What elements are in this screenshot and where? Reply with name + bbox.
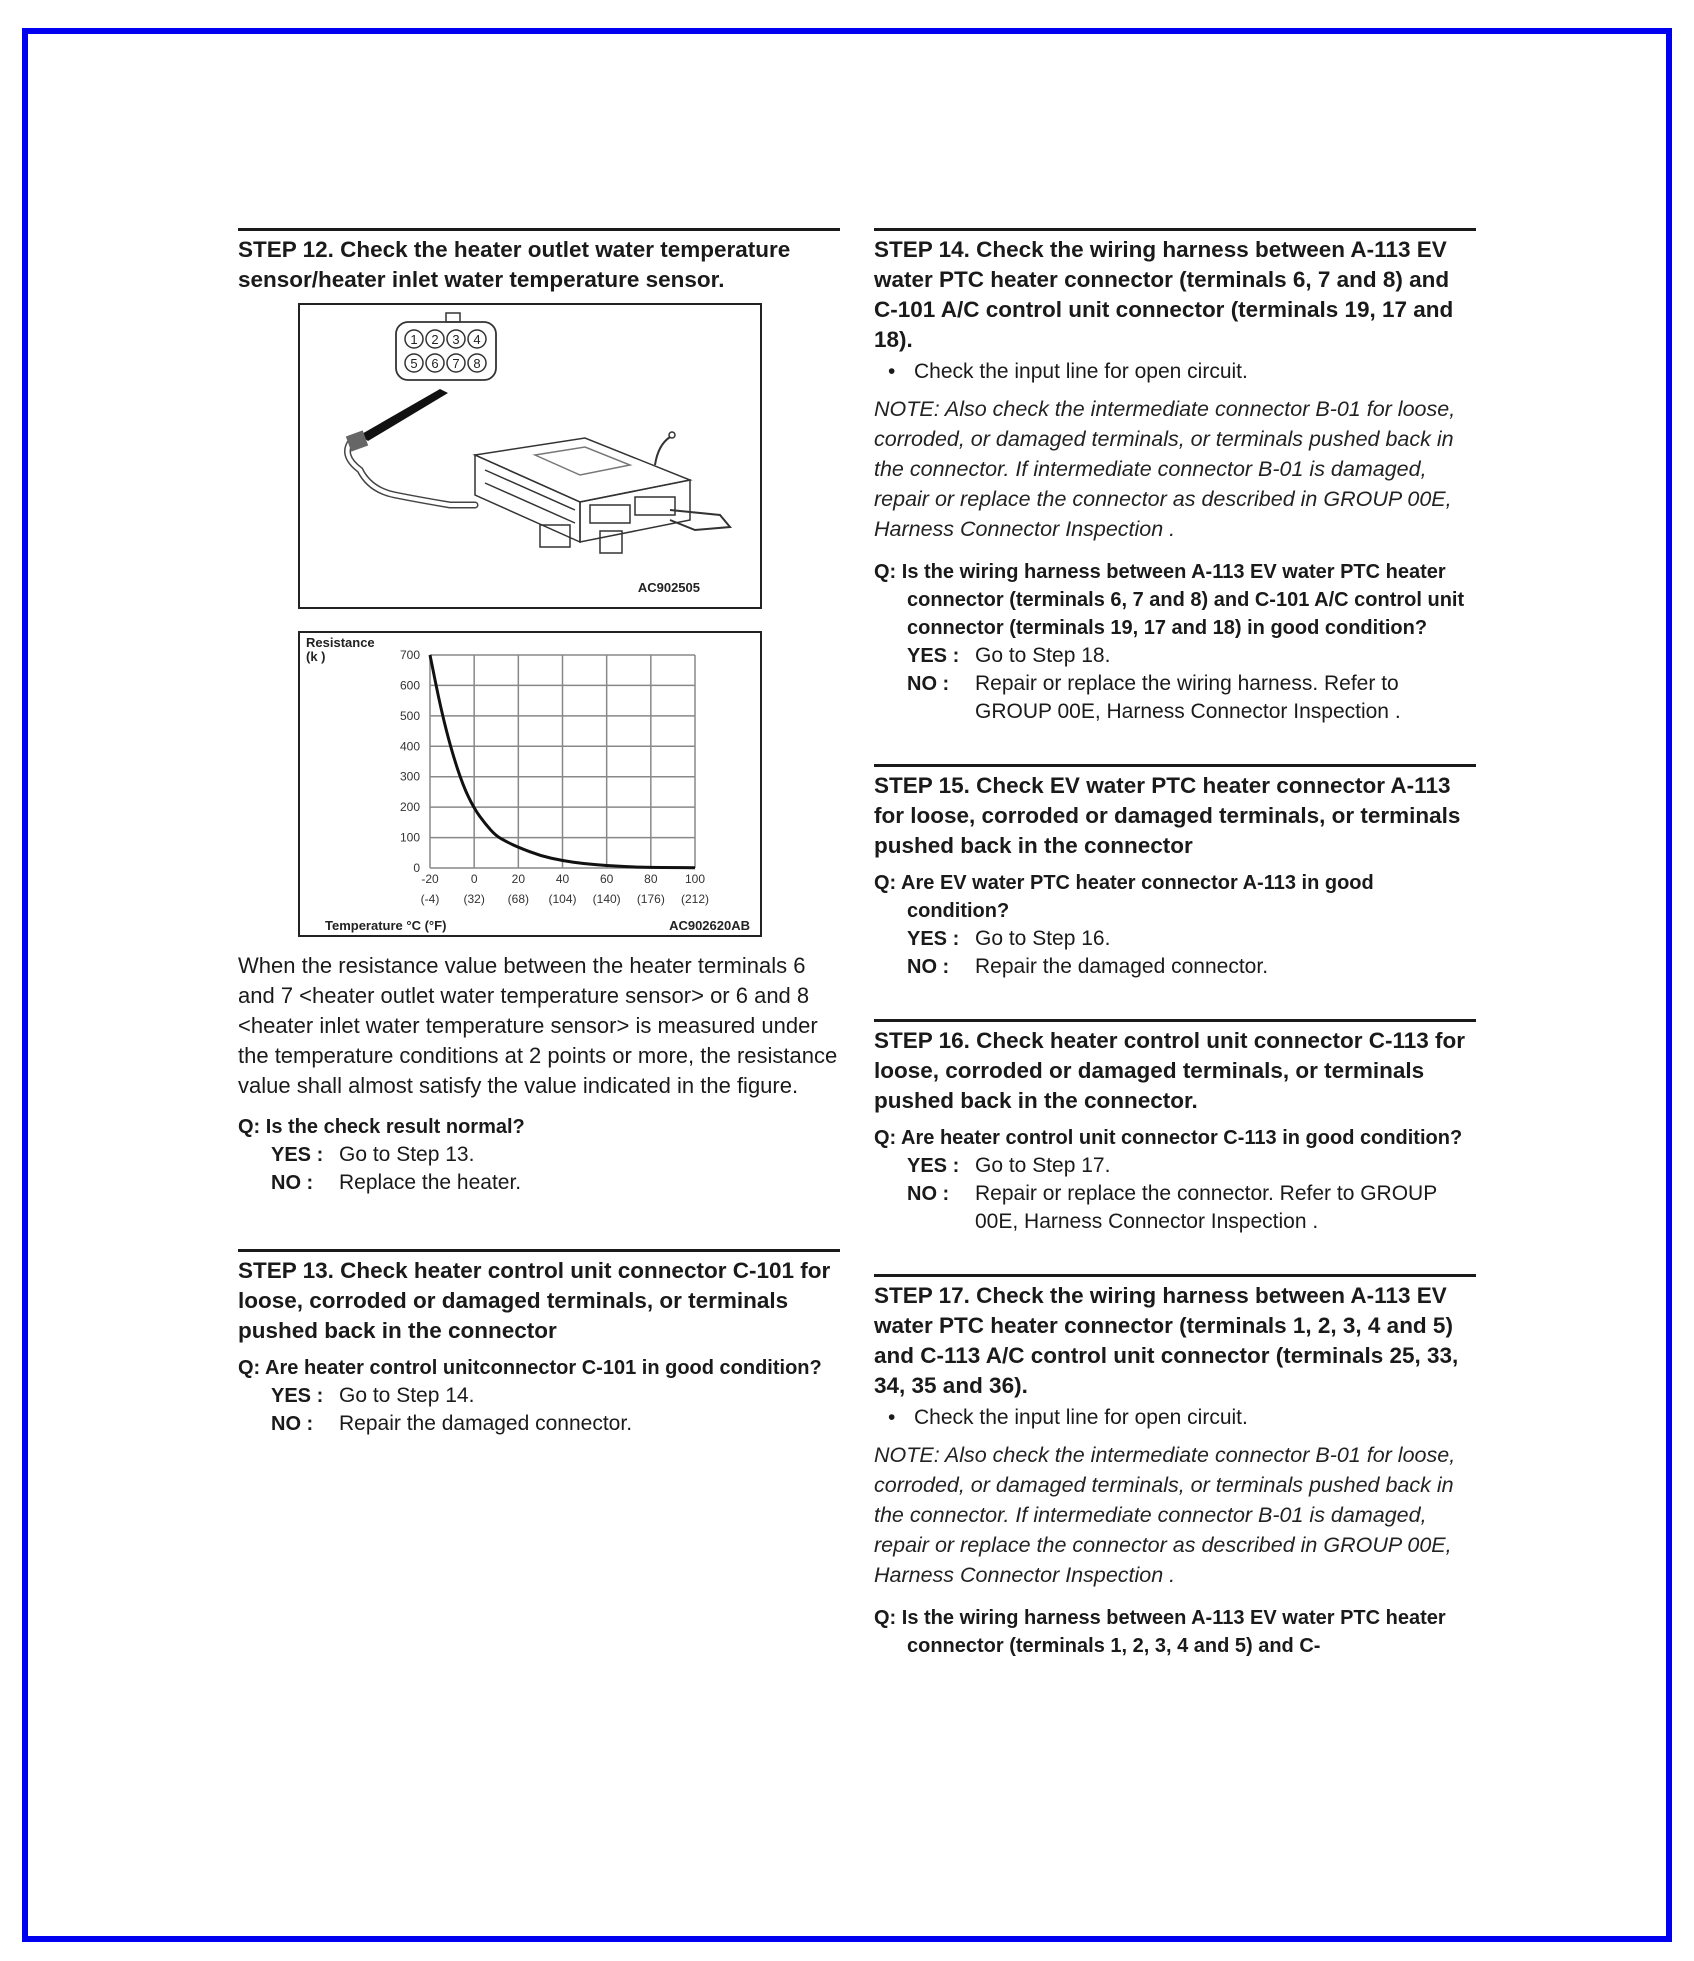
no-label: NO : — [907, 1183, 950, 1205]
step-17-title: STEP 17. Check the wiring harness between A-113 EV water PTC heater connector (terminals 1, 2, 3, 4 and 5) and C-113 A/C control unit connector (terminals 25, 33, 34, 35 and 36). — [874, 1283, 1459, 1398]
bullet-icon: • — [888, 360, 896, 383]
step-13-question: Q: Are heater control unitconnector C-101 in good condition? — [238, 1357, 822, 1379]
connector-pin-label: 6 — [431, 356, 439, 371]
step-16-question: Q: Are heater control unit connector C-113 in good condition? — [874, 1127, 1463, 1149]
y-tick-label: 600 — [399, 678, 420, 693]
step-12-title: STEP 12. Check the heater outlet water temperature sensor/heater inlet water temperature sensor. — [238, 237, 791, 292]
x-tick-label-fahrenheit: (140) — [592, 892, 621, 906]
step-16-title: STEP 16. Check heater control unit connector C-113 for loose, corroded or damaged terminals, or terminals pushed back in the connector. — [874, 1028, 1465, 1113]
connector-pin-label: 5 — [410, 356, 418, 371]
step-15-question-block — [874, 869, 1476, 981]
step-17-question: Q: Is the wiring harness between A-113 EV water PTC heater connector (terminals 1, 2, 3, 4 and 5) and C- — [874, 1607, 1446, 1657]
no-label: NO : — [271, 1172, 314, 1194]
right-column — [874, 228, 1476, 1698]
step-14-note: NOTE: Also check the intermediate connector B-01 for loose, corroded, or damaged terminals, or terminals pushed back in the connector. If intermediate connector B-01 is damaged, repair or replace the connector as described in GROUP 00E, Harness Connector Inspection . — [874, 397, 1456, 541]
step-13-question-block — [238, 1354, 840, 1438]
step-17 — [874, 1274, 1476, 1660]
section-rule — [874, 764, 1476, 767]
y-tick-label: 700 — [399, 648, 420, 662]
connector-pin-label: 1 — [410, 332, 418, 347]
step-16-no — [874, 1180, 1476, 1236]
yes-text: Go to Step 16. — [975, 927, 1111, 950]
step-15-title: STEP 15. Check EV water PTC heater connector A-113 for loose, corroded or damaged terminals, or terminals pushed back in the connector — [874, 773, 1461, 858]
x-tick-label-fahrenheit: (-4) — [420, 892, 440, 906]
heater-unit-drawing — [475, 432, 730, 553]
yes-label: YES : — [907, 645, 960, 667]
y-tick-label: 300 — [399, 769, 420, 784]
step-17-bullet — [874, 1403, 1476, 1432]
no-label: NO : — [907, 673, 950, 695]
y-tick-label: 200 — [399, 800, 420, 815]
step-16-question-block — [874, 1124, 1476, 1236]
x-tick-label-fahrenheit: (212) — [680, 892, 710, 906]
x-tick-label: 20 — [511, 872, 526, 886]
step-14-question: Q: Is the wiring harness between A-113 EV water PTC heater connector (terminals 6, 7 and 8) and C-101 A/C control unit connector (terminals 19, 17 and 18) in good condition? — [874, 561, 1465, 639]
step-14-bullet — [874, 357, 1476, 386]
resistance-chart-svg — [300, 633, 760, 935]
y-tick-label: 100 — [399, 830, 420, 845]
yes-label: YES : — [907, 1155, 960, 1177]
section-rule — [874, 228, 1476, 231]
section-rule — [238, 1249, 840, 1252]
step-15-question: Q: Are EV water PTC heater connector A-113 in good condition? — [874, 872, 1374, 922]
step-17-note: NOTE: Also check the intermediate connector B-01 for loose, corroded, or damaged terminals, or terminals pushed back in the connector. If intermediate connector B-01 is damaged, repair or replace the connector as described in GROUP 00E, Harness Connector Inspection . — [874, 1443, 1456, 1587]
connector-pin-label: 7 — [452, 356, 460, 371]
no-text: Repair or replace the connector. Refer to GROUP 00E, Harness Connector Inspection . — [975, 1182, 1437, 1233]
step-17-question-block — [874, 1604, 1476, 1660]
y-tick-label: 500 — [399, 708, 420, 723]
yes-text: Go to Step 18. — [975, 644, 1111, 667]
step-15-no — [874, 953, 1476, 981]
figure-code-2: AC902620AB — [669, 918, 750, 933]
yes-text: Go to Step 13. — [339, 1143, 475, 1166]
step-13 — [238, 1249, 840, 1438]
step-12-body: When the resistance value between the heater terminals 6 and 7 <heater outlet water temperature sensor> or 6 and 8 <heater inlet water temperature sensor> is measured under the temperature conditions at 2 points or more, the resistance value shall almost satisfy the value indicated in the figure. — [238, 953, 838, 1098]
left-column — [238, 228, 840, 1476]
y-tick-label: 0 — [413, 861, 420, 875]
bullet-text: Check the input line for open circuit. — [914, 1406, 1248, 1429]
pointer-arrow — [360, 389, 448, 441]
x-tick-label: 40 — [555, 872, 570, 886]
no-text: Repair or replace the wiring harness. Refer to GROUP 00E, Harness Connector Inspection . — [975, 672, 1401, 723]
x-tick-label: 100 — [684, 872, 706, 886]
step-14-yes — [874, 642, 1476, 670]
yes-text: Go to Step 17. — [975, 1154, 1111, 1177]
step-12-no — [238, 1169, 840, 1197]
no-label: NO : — [907, 956, 950, 978]
no-label: NO : — [271, 1413, 314, 1435]
chart-ylabel-line1: Resistance — [306, 635, 375, 650]
x-tick-label-fahrenheit: (104) — [548, 892, 577, 906]
y-tick-label: 400 — [399, 739, 420, 754]
step-13-title: STEP 13. Check heater control unit connector C-101 for loose, corroded or damaged terminals, or terminals pushed back in the connector — [238, 1258, 831, 1343]
chart-ylabel-line2: (k ) — [306, 649, 326, 664]
section-rule — [874, 1274, 1476, 1277]
section-rule — [238, 228, 840, 231]
connector-pin-label: 3 — [452, 332, 460, 347]
no-text: Repair the damaged connector. — [975, 955, 1269, 978]
chart-xlabel: Temperature °C (°F) — [325, 918, 447, 933]
step-12 — [238, 228, 840, 1197]
no-text: Repair the damaged connector. — [339, 1412, 633, 1435]
step-12-question: Q: Is the check result normal? — [238, 1116, 525, 1138]
bullet-text: Check the input line for open circuit. — [914, 360, 1248, 383]
step-13-yes — [238, 1382, 840, 1410]
connector-pin-label: 2 — [431, 332, 439, 347]
yes-label: YES : — [271, 1144, 324, 1166]
x-tick-label: -20 — [421, 872, 439, 886]
connector-pin-label: 4 — [473, 332, 481, 347]
step-15 — [874, 764, 1476, 981]
x-tick-label-fahrenheit: (68) — [507, 892, 530, 906]
figure-code-1: AC902505 — [637, 580, 700, 595]
step-15-yes — [874, 925, 1476, 953]
step-16-yes — [874, 1152, 1476, 1180]
x-tick-label: 80 — [644, 872, 658, 886]
step-14-question-block — [874, 558, 1476, 726]
section-rule — [874, 1019, 1476, 1022]
step-14-title: STEP 14. Check the wiring harness between A-113 EV water PTC heater connector (terminals 6, 7 and 8) and C-101 A/C control unit connector (terminals 19, 17 and 18). — [874, 237, 1454, 352]
yes-label: YES : — [271, 1385, 324, 1407]
bullet-icon: • — [888, 1406, 896, 1429]
step-14 — [874, 228, 1476, 726]
resistance-chart — [298, 631, 762, 937]
x-tick-label: 0 — [470, 872, 478, 886]
x-tick-label: 60 — [599, 872, 614, 886]
no-text: Replace the heater. — [339, 1171, 522, 1194]
step-12-question-block — [238, 1113, 840, 1197]
connector-pin-label: 8 — [473, 356, 481, 371]
heater-connector-figure — [298, 303, 762, 609]
yes-label: YES : — [907, 928, 960, 950]
connector-face-icon — [396, 313, 496, 380]
wire-harness — [348, 440, 476, 505]
x-tick-label-fahrenheit: (32) — [463, 892, 485, 906]
step-12-yes — [238, 1141, 840, 1169]
x-tick-label-fahrenheit: (176) — [636, 892, 665, 906]
heater-illustration — [300, 305, 760, 607]
step-16 — [874, 1019, 1476, 1236]
step-13-no — [238, 1410, 840, 1438]
yes-text: Go to Step 14. — [339, 1384, 475, 1407]
step-14-no — [874, 670, 1476, 726]
